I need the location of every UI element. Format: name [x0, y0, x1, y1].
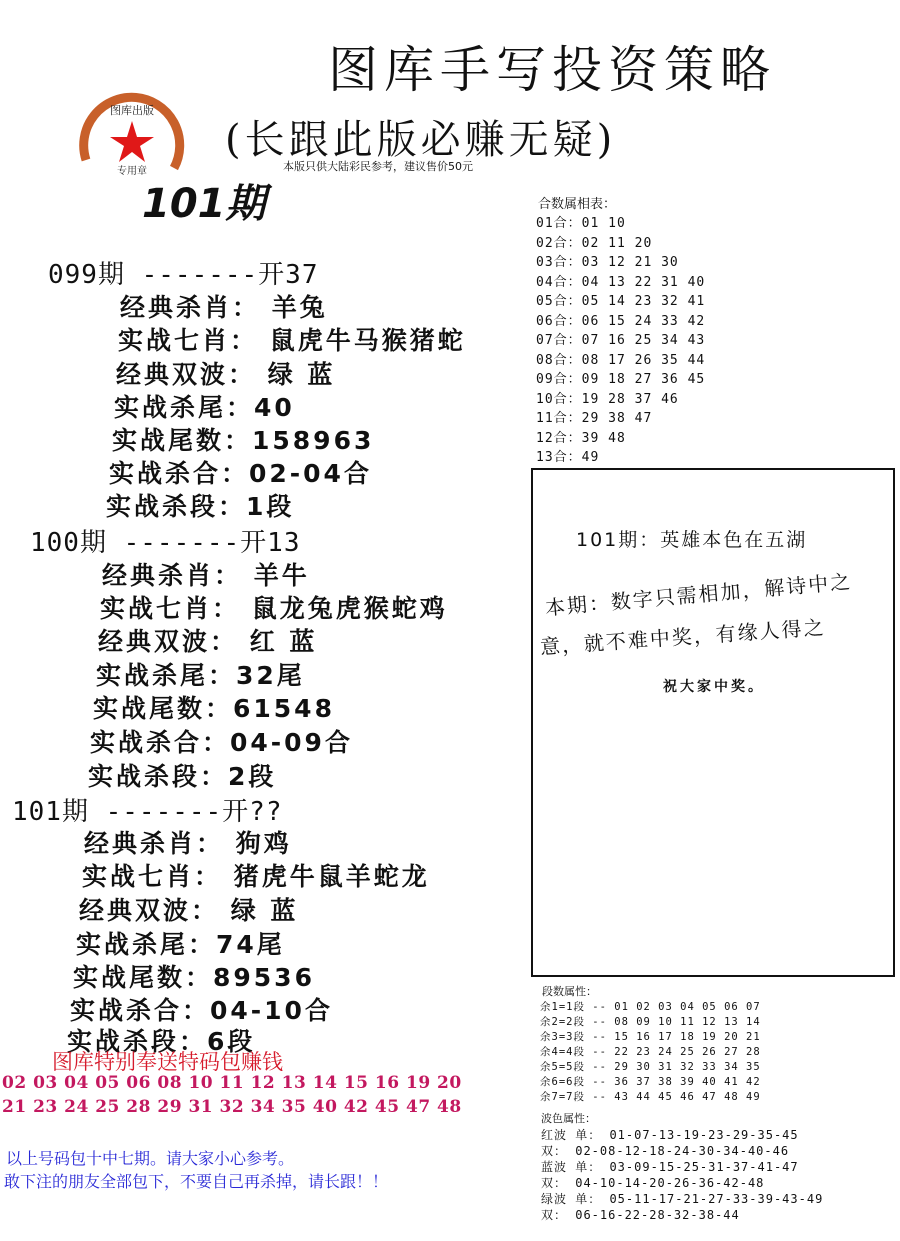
period-header: 100期 -------开13 [30, 528, 301, 558]
special-note: 敢下注的朋友全部包下，不要自己再杀掉，请长跟！！ [4, 1172, 389, 1191]
period-header: 101期 -------开?? [12, 797, 283, 827]
special-number-row: 21 23 24 25 28 29 31 32 34 35 40 42 45 47 48 [2, 1097, 462, 1117]
period-header: 099期 -------开37 [48, 260, 319, 290]
issue-number: 101期 [142, 181, 266, 227]
period-line: 实战杀合：02-04合 [109, 459, 372, 488]
period-line: 实战杀段：6段 [67, 1027, 256, 1056]
heshu-table-title: 合数属相表： [538, 197, 617, 212]
poem-wish: 祝大家中奖。 [663, 679, 765, 695]
heshu-row: 03合：03 12 21 30 [536, 255, 679, 270]
period-line: 经典杀肖： 羊牛 [102, 561, 310, 590]
waves-title: 波色属性： [541, 1112, 596, 1125]
page-subtitle: (长跟此版必赚无疑) [225, 117, 617, 163]
heshu-row: 13合：49 [536, 450, 600, 465]
seal-text-bottom: 专用章 [117, 166, 147, 177]
page-title: 图库手写投资策略 [328, 41, 776, 99]
period-line: 实战杀合：04-09合 [90, 728, 353, 757]
heshu-row: 09合：09 18 27 36 45 [536, 372, 706, 387]
heshu-row: 12合：39 48 [536, 431, 626, 446]
wave-row: 双： 06-16-22-28-32-38-44 [541, 1208, 740, 1222]
heshu-row: 11合：29 38 47 [536, 411, 653, 426]
period-line: 实战七肖： 鼠龙兔虎猴蛇鸡 [100, 594, 448, 623]
wave-row: 蓝波 单： 03-09-15-25-31-37-41-47 [541, 1160, 799, 1174]
special-note: 以上号码包十中七期。请大家小心参考。 [6, 1149, 295, 1168]
segment-row: 余3=3段 -- 15 16 17 18 19 20 21 [540, 1031, 761, 1043]
period-line: 实战杀段：1段 [106, 492, 295, 521]
seal-text-top: 图库出版 [110, 104, 154, 117]
heshu-row: 07合：07 16 25 34 43 [536, 333, 706, 348]
heshu-row: 10合：19 28 37 46 [536, 392, 679, 407]
period-line: 实战杀尾：40 [114, 393, 295, 422]
period-line: 经典双波： 绿 蓝 [79, 896, 299, 925]
wave-row: 绿波 单： 05-11-17-21-27-33-39-43-49 [541, 1192, 824, 1206]
heshu-row: 01合：01 10 [536, 216, 626, 231]
special-title: 图库特别奉送特码包赚钱 [52, 1050, 283, 1074]
poem-title: 101期：英雄本色在五湖 [576, 529, 808, 551]
poem-line: 意，就不难中奖，有缘人得之 [539, 615, 827, 659]
period-line: 经典双波： 红 蓝 [98, 627, 318, 656]
wave-row: 红波 单： 01-07-13-19-23-29-35-45 [541, 1128, 799, 1142]
period-line: 实战杀尾：32尾 [96, 661, 305, 690]
poem-line: 本期：数字只需相加，解诗中之 [544, 569, 854, 620]
period-line: 实战七肖： 猪虎牛鼠羊蛇龙 [82, 862, 430, 891]
period-line: 实战七肖： 鼠虎牛马猴猪蛇 [118, 326, 466, 355]
heshu-row: 02合：02 11 20 [536, 236, 653, 251]
segment-row: 余2=2段 -- 08 09 10 11 12 13 14 [540, 1016, 761, 1028]
heshu-row: 06合：06 15 24 33 42 [536, 314, 706, 329]
period-line: 经典双波： 绿 蓝 [116, 360, 336, 389]
segment-row: 余4=4段 -- 22 23 24 25 26 27 28 [540, 1046, 761, 1058]
period-line: 实战尾数：89536 [73, 963, 315, 992]
wave-row: 双： 04-10-14-20-26-36-42-48 [541, 1176, 765, 1190]
segment-row: 余6=6段 -- 36 37 38 39 40 41 42 [540, 1076, 761, 1088]
period-line: 经典杀肖： 羊兔 [120, 293, 328, 322]
star-icon [110, 121, 154, 162]
special-number-row: 02 03 04 05 06 08 10 11 12 13 14 15 16 19 20 [2, 1073, 462, 1093]
segment-row: 余7=7段 -- 43 44 45 46 47 48 49 [540, 1091, 761, 1103]
segment-row: 余5=5段 -- 29 30 31 32 33 34 35 [540, 1061, 761, 1073]
period-line: 经典杀肖： 狗鸡 [84, 829, 292, 858]
heshu-row: 04合：04 13 22 31 40 [536, 275, 706, 290]
period-line: 实战杀尾：74尾 [76, 930, 285, 959]
period-line: 实战尾数：158963 [112, 426, 375, 455]
heshu-row: 05合：05 14 23 32 41 [536, 294, 706, 309]
wave-row: 双： 02-08-12-18-24-30-34-40-46 [541, 1144, 790, 1158]
period-line: 实战尾数：61548 [93, 694, 335, 723]
segments-title: 段数属性： [542, 985, 597, 998]
segment-row: 余1=1段 -- 01 02 03 04 05 06 07 [540, 1001, 761, 1013]
period-line: 实战杀合：04-10合 [70, 996, 333, 1025]
period-line: 实战杀段：2段 [88, 762, 277, 791]
price-notice: 本版只供大陆彩民参考，建议售价50元 [283, 160, 473, 173]
heshu-row: 08合：08 17 26 35 44 [536, 353, 706, 368]
